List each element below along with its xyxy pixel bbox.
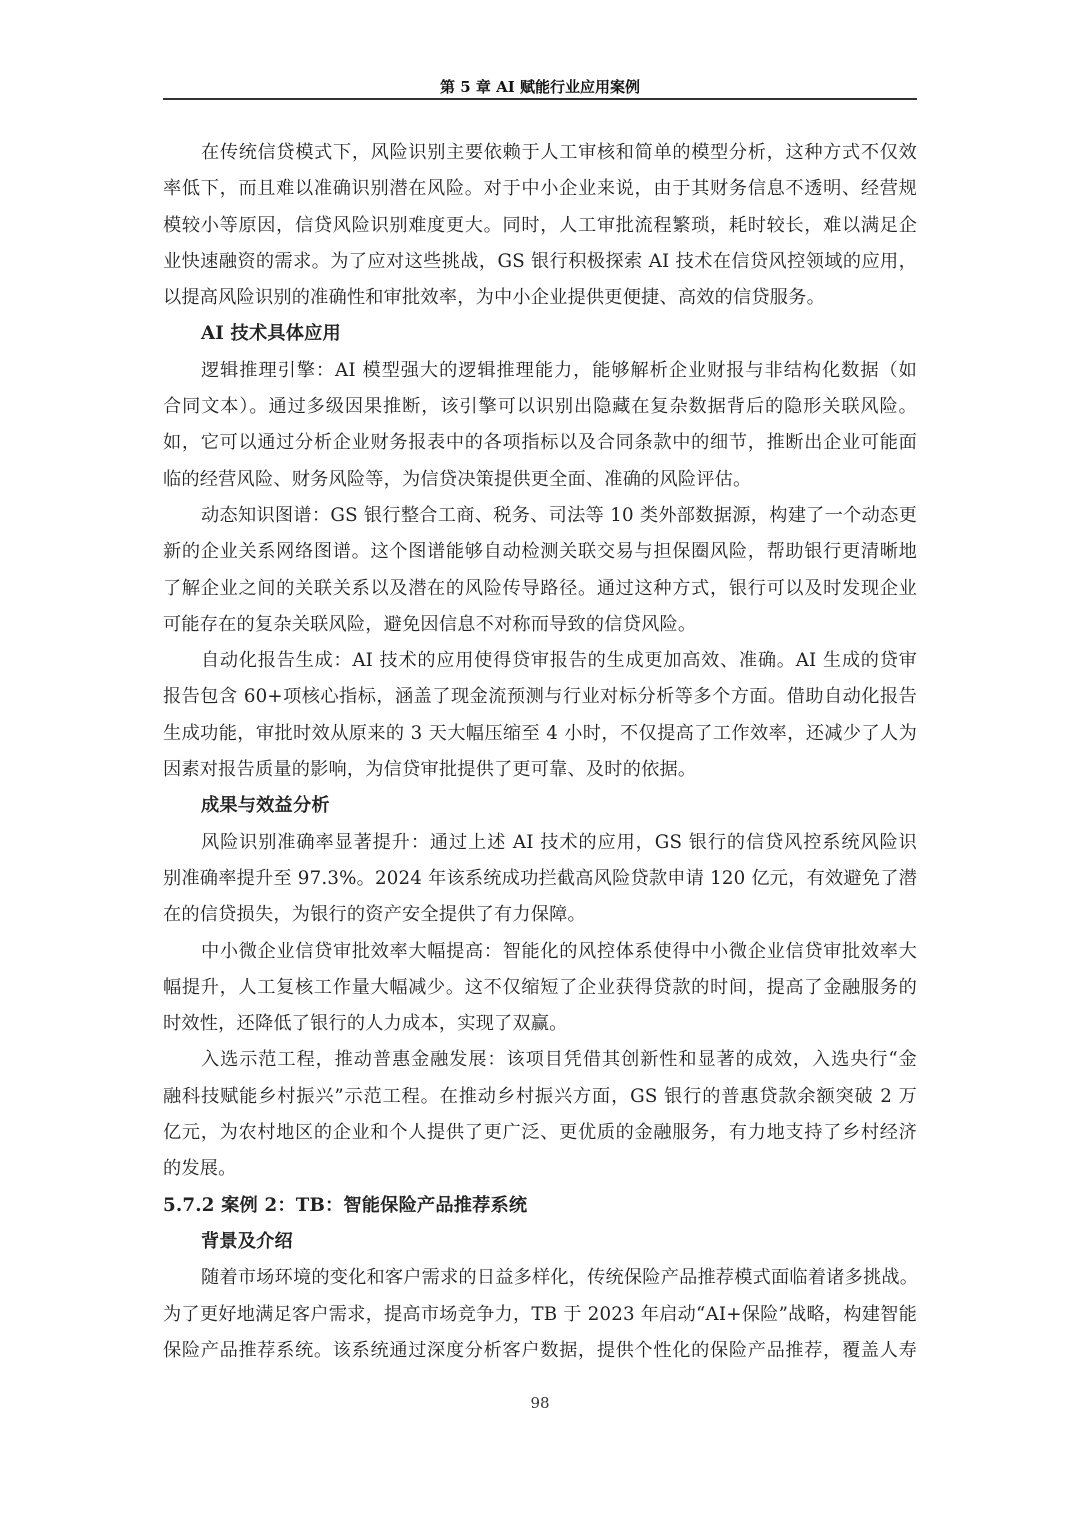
paragraph-line: 如，它可以通过分析企业财务报表中的各项指标以及合同条款中的细节，推断出企业可能面 <box>163 432 917 454</box>
paragraph-line: 动态知识图谱：GS 银行整合工商、税务、司法等 10 类外部数据源，构建了一个动态更 <box>201 504 917 526</box>
paragraph-line: 率低下，而且难以准确识别潜在风险。对于中小企业来说，由于其财务信息不透明、经营规 <box>163 178 917 200</box>
paragraph-line: 保险产品推荐系统。该系统通过深度分析客户数据，提供个性化的保险产品推荐，覆盖人寿 <box>163 1339 917 1361</box>
running-header-title: 第 5 章 AI 赋能行业应用案例 <box>440 78 640 96</box>
paragraph <box>163 1260 917 1369</box>
paragraph <box>163 934 917 1043</box>
paragraph-line: 幅提升，人工复核工作量大幅减少。这不仅缩短了企业获得贷款的时间，提高了金融服务的 <box>163 976 917 998</box>
paragraph-line: 生成功能，审批时效从原来的 3 天大幅压缩至 4 小时，不仅提高了工作效率，还减少了人为 <box>163 722 917 744</box>
paragraph <box>163 825 917 934</box>
paragraph-line: 中小微企业信贷审批效率大幅提高：智能化的风控体系使得中小微企业信贷审批效率大 <box>201 940 917 962</box>
paragraph <box>163 498 917 643</box>
paragraph-line: 报告包含 60+项核心指标，涵盖了现金流预测与行业对标分析等多个方面。借助自动化报告 <box>163 686 917 708</box>
paragraph-line: 模较小等原因，信贷风险识别难度更大。同时，人工审批流程繁琐，耗时较长，难以满足企 <box>163 214 917 236</box>
paragraph-line: 以提高风险识别的准确性和审批效率，为中小企业提供更便捷、高效的信贷服务。 <box>163 287 825 309</box>
paragraph-line: 新的企业关系网络图谱。这个图谱能够自动检测关联交易与担保圈风险，帮助银行更清晰地 <box>163 541 917 563</box>
paragraph-line: 风险识别准确率显著提升：通过上述 AI 技术的应用，GS 银行的信贷风控系统风险识 <box>201 831 917 853</box>
subheading: AI 技术具体应用 <box>201 323 341 345</box>
paragraph-line: 合同文本）。通过多级因果推断，该引擎可以识别出隐藏在复杂数据背后的隐形关联风险。 <box>163 396 917 418</box>
paragraph-line: 因素对报告质量的影响，为信贷审批提供了更可靠、及时的依据。 <box>163 759 697 781</box>
paragraph-line: 入选示范工程，推动普惠金融发展：该项目凭借其创新性和显著的成效，入选央行“金 <box>201 1049 917 1071</box>
page-number: 98 <box>530 1394 550 1412</box>
paragraph <box>163 643 917 788</box>
header-rule <box>163 98 917 100</box>
paragraph-line: 的发展。 <box>163 1158 237 1180</box>
paragraph-line: 为了更好地满足客户需求，提高市场竞争力，TB 于 2023 年启动“AI+保险”战略，构建智能 <box>163 1303 917 1325</box>
paragraph-line: 逻辑推理引擎：AI 模型强大的逻辑推理能力，能够解析企业财报与非结构化数据（如 <box>201 359 917 381</box>
paragraph-line: 随着市场环境的变化和客户需求的日益多样化，传统保险产品推荐模式面临着诸多挑战。 <box>201 1267 919 1289</box>
paragraph-line: 在的信贷损失，为银行的资产安全提供了有力保障。 <box>163 904 586 926</box>
paragraph-line: 临的经营风险、财务风险等，为信贷决策提供更全面、准确的风险评估。 <box>163 468 752 490</box>
section-heading: 5.7.2 案例 2：TB：智能保险产品推荐系统 <box>163 1194 528 1216</box>
paragraph <box>163 1042 917 1187</box>
page-body <box>163 135 917 1369</box>
paragraph-line: 时效性，还降低了银行的人力成本，实现了双赢。 <box>163 1013 568 1035</box>
paragraph-line: 亿元，为农村地区的企业和个人提供了更广泛、更优质的金融服务，有力地支持了乡村经济 <box>163 1122 917 1144</box>
paragraph <box>163 135 917 316</box>
paragraph-line: 自动化报告生成：AI 技术的应用使得贷审报告的生成更加高效、准确。AI 生成的贷审 <box>201 650 917 672</box>
subheading: 成果与效益分析 <box>201 795 330 817</box>
paragraph-line: 别准确率提升至 97.3%。2024 年该系统成功拦截高风险贷款申请 120 亿元，有效避免了潜 <box>163 867 917 889</box>
paragraph-line: 了解企业之间的关联关系以及潜在的风险传导路径。通过这种方式，银行可以及时发现企业 <box>163 577 917 599</box>
paragraph-line: 融科技赋能乡村振兴”示范工程。在推动乡村振兴方面，GS 银行的普惠贷款余额突破 2 万 <box>163 1085 917 1107</box>
paragraph-line: 业快速融资的需求。为了应对这些挑战，GS 银行积极探索 AI 技术在信贷风控领域的应用， <box>163 250 917 272</box>
paragraph <box>163 353 917 498</box>
paragraph-line: 在传统信贷模式下，风险识别主要依赖于人工审核和简单的模型分析，这种方式不仅效 <box>201 142 917 163</box>
subheading: 背景及介绍 <box>201 1230 293 1252</box>
paragraph-line: 可能存在的复杂关联风险，避免因信息不对称而导致的信贷风险。 <box>163 613 697 635</box>
